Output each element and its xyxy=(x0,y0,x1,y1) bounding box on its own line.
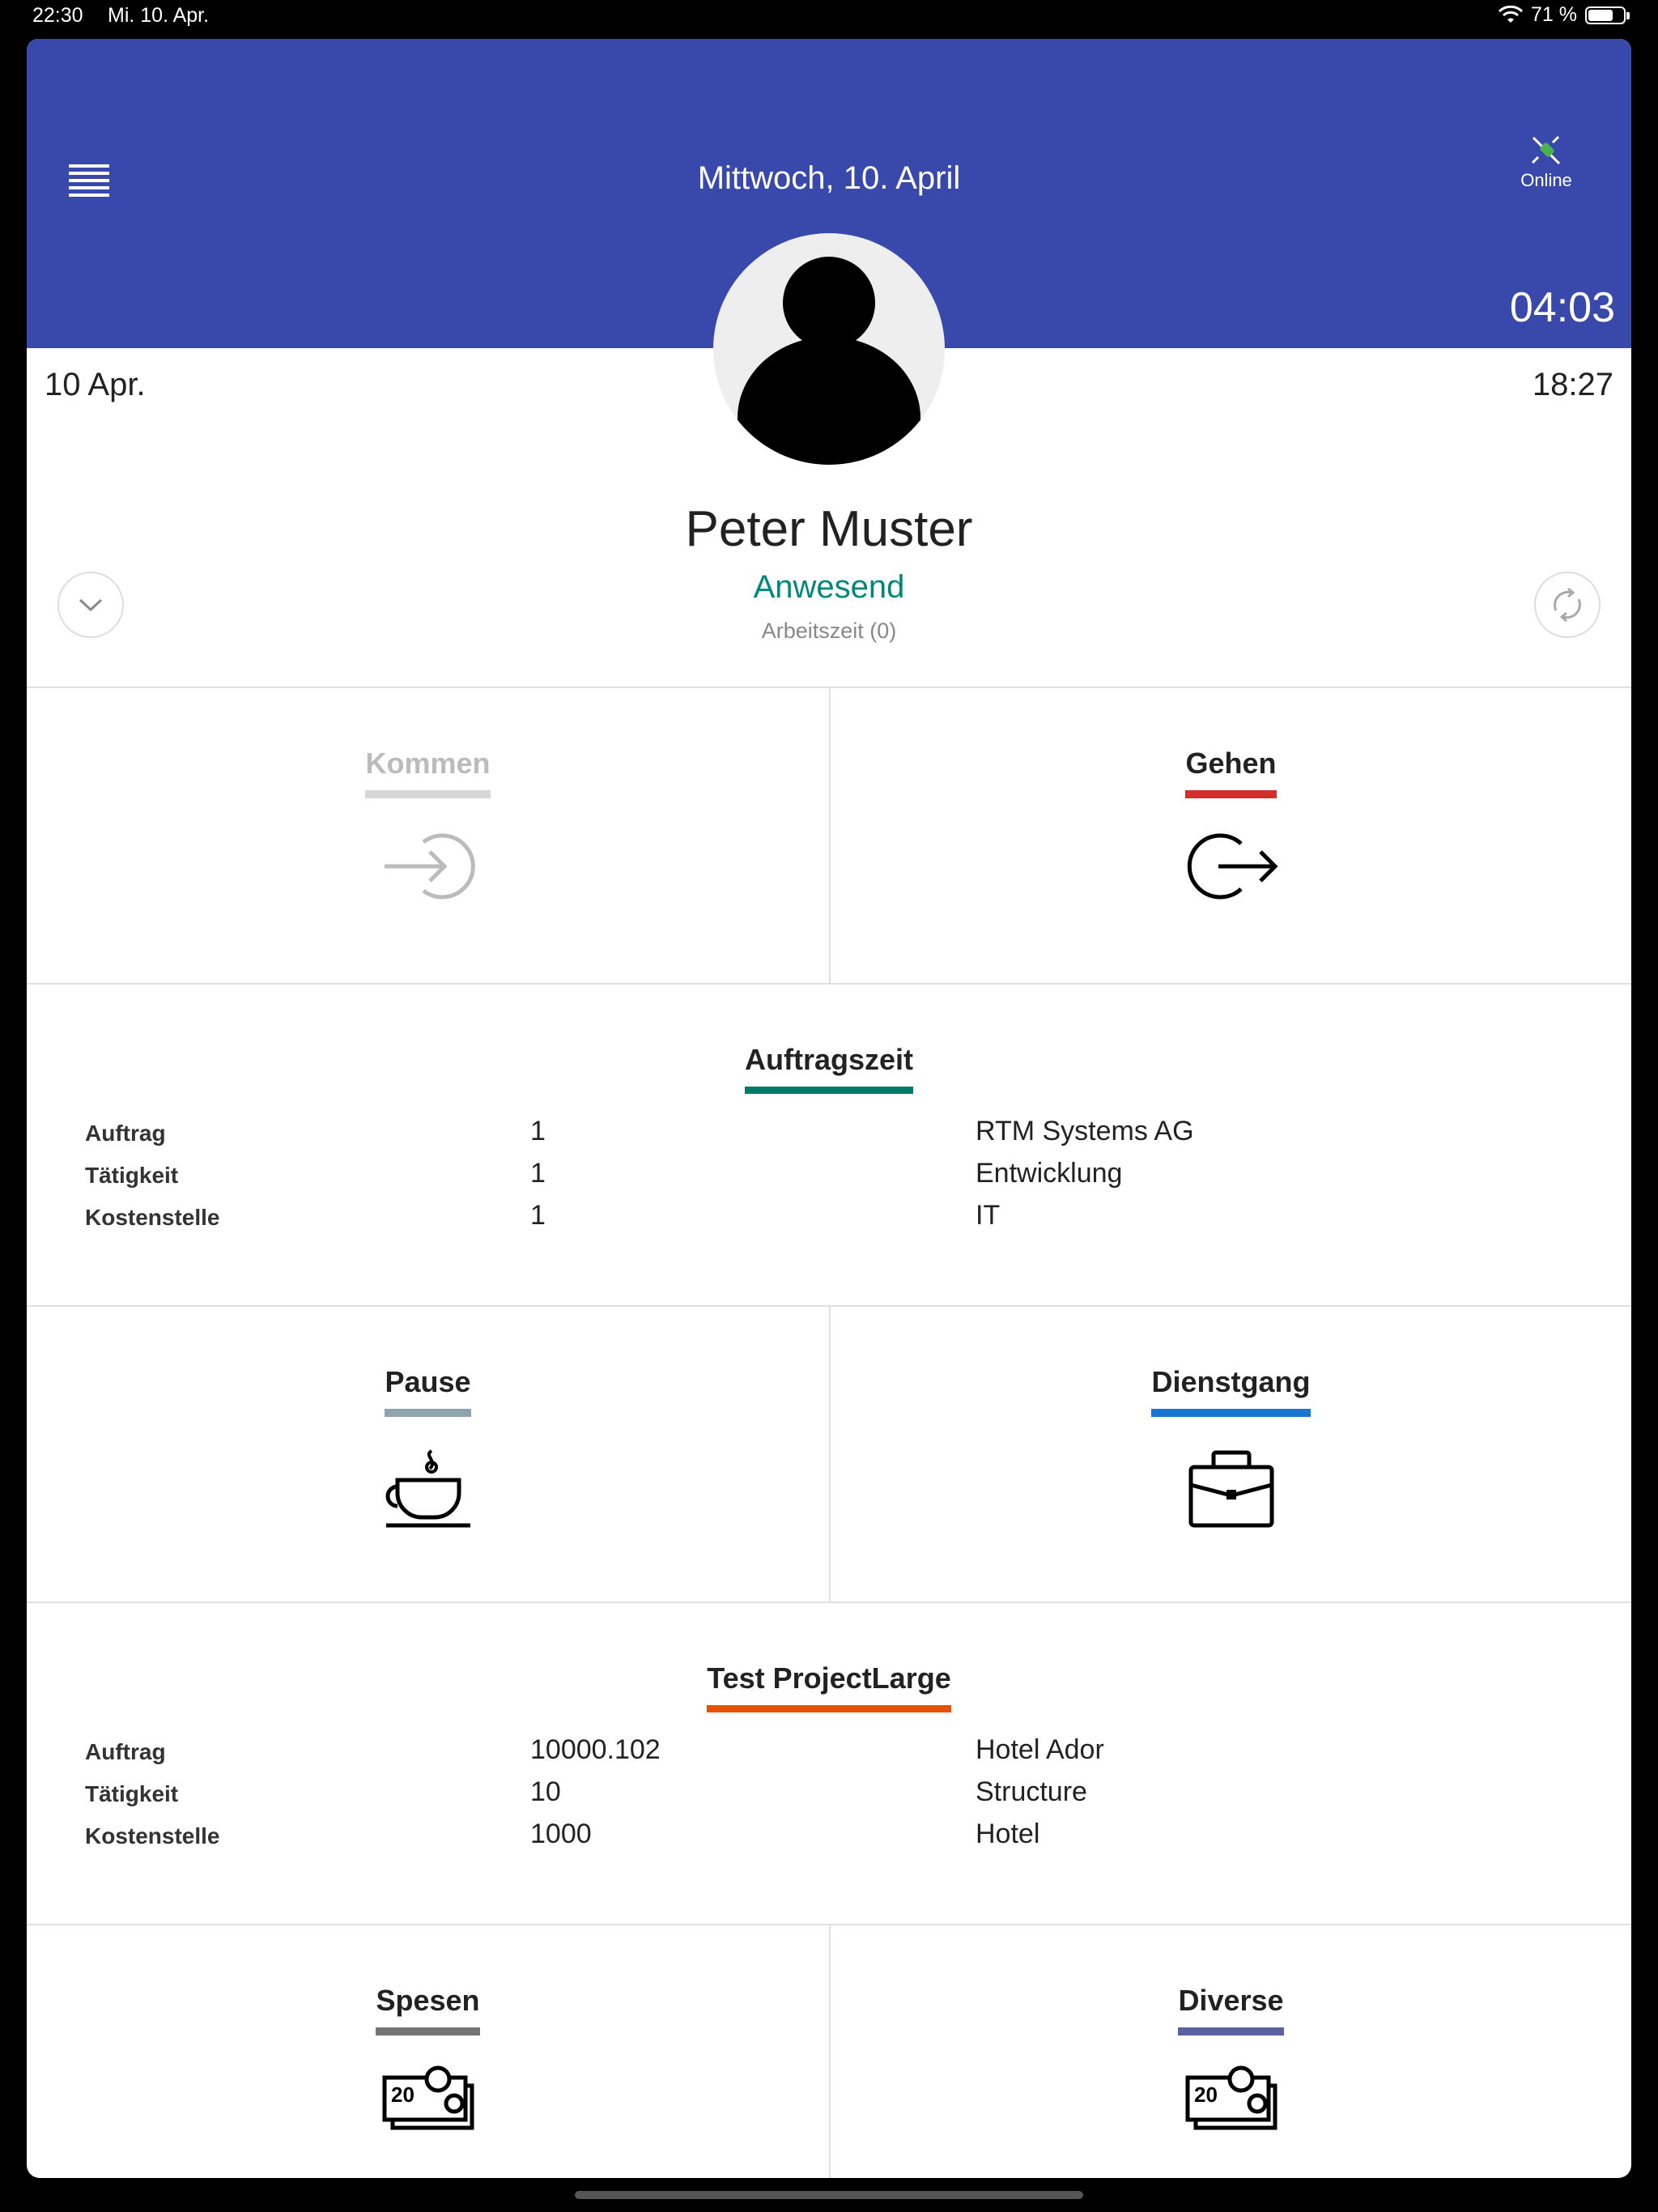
pause-tile[interactable] xyxy=(27,1307,829,1602)
project-kostenstelle-code: 1000 xyxy=(530,1819,592,1849)
project-kostenstelle-row xyxy=(85,1819,1631,1865)
elapsed-clock: 04:03 xyxy=(1509,284,1615,331)
diverse-label xyxy=(831,1984,1631,2035)
project-auftrag-key: Auftrag xyxy=(85,1739,166,1764)
home-indicator[interactable] xyxy=(575,2191,1083,2199)
auftragszeit-details xyxy=(85,1116,1631,1247)
status-date: Mi. 10. Apr. xyxy=(108,4,210,27)
money-icon xyxy=(380,2063,477,2140)
sync-icon xyxy=(1549,586,1586,623)
battery-percent: 71 % xyxy=(1531,3,1577,26)
taetigkeit-row xyxy=(85,1158,1631,1205)
wifi-icon xyxy=(1499,6,1523,25)
header-date: Mittwoch, 10. April xyxy=(697,160,961,196)
auftragszeit-title-text: Auftragszeit xyxy=(745,1043,913,1094)
project-details xyxy=(85,1734,1631,1865)
expand-button[interactable] xyxy=(57,572,124,638)
kommen-tile[interactable] xyxy=(27,688,829,983)
project-kostenstelle-value: Hotel xyxy=(976,1819,1040,1849)
kostenstelle-value: IT xyxy=(976,1200,1001,1231)
gehen-label xyxy=(831,747,1631,798)
money-icon-text: 20 xyxy=(1193,2082,1218,2107)
auftrag-row xyxy=(85,1116,1631,1163)
pause-label-text: Pause xyxy=(385,1365,470,1417)
dienstgang-label-text: Dienstgang xyxy=(1151,1365,1310,1417)
clock-row xyxy=(27,687,1631,983)
battery-fill xyxy=(1588,10,1613,21)
project-taetigkeit-code: 10 xyxy=(530,1776,561,1807)
plug-icon xyxy=(1528,134,1564,167)
kommen-label-text: Kommen xyxy=(365,747,490,798)
online-label: Online xyxy=(1520,170,1572,190)
project-taetigkeit-value: Structure xyxy=(976,1776,1087,1807)
status-time: 22:30 xyxy=(32,4,83,27)
spesen-label xyxy=(27,1984,829,2035)
dienstgang-tile[interactable] xyxy=(829,1307,1631,1602)
app-window xyxy=(27,39,1631,2178)
kostenstelle-row xyxy=(85,1200,1631,1247)
user-name: Peter Muster xyxy=(685,501,973,557)
spesen-label-text: Spesen xyxy=(376,1984,479,2035)
auftrag-key: Auftrag xyxy=(85,1121,166,1146)
presence-status: Anwesend xyxy=(753,569,905,605)
auftragszeit-title xyxy=(27,1043,1631,1094)
online-indicator[interactable] xyxy=(1510,134,1583,191)
money-icon-text: 20 xyxy=(390,2082,414,2107)
money-icon xyxy=(1183,2063,1280,2140)
pause-row xyxy=(27,1305,1631,1602)
project-auftrag-row xyxy=(85,1734,1631,1781)
expenses-row xyxy=(27,1924,1631,2178)
dienstgang-label xyxy=(831,1365,1631,1417)
gehen-tile[interactable] xyxy=(829,688,1631,983)
spesen-tile[interactable] xyxy=(27,1925,829,2178)
project-title xyxy=(27,1661,1631,1712)
project-kostenstelle-key: Kostenstelle xyxy=(85,1823,220,1848)
taetigkeit-code: 1 xyxy=(530,1158,546,1189)
avatar[interactable] xyxy=(713,233,945,465)
coffee-cup-icon xyxy=(380,1444,477,1538)
taetigkeit-value: Entwicklung xyxy=(976,1158,1123,1189)
briefcase-icon xyxy=(1183,1444,1280,1538)
auftrag-code: 1 xyxy=(530,1116,546,1146)
sign-out-icon xyxy=(1183,826,1280,911)
taetigkeit-key: Tätigkeit xyxy=(85,1163,179,1188)
time-label: 18:27 xyxy=(1532,367,1613,402)
status-bar xyxy=(0,0,1658,36)
diverse-tile[interactable] xyxy=(829,1925,1631,2178)
project-auftrag-value: Hotel Ador xyxy=(976,1734,1104,1765)
gehen-label-text: Gehen xyxy=(1185,747,1276,798)
chevron-down-icon xyxy=(77,597,104,613)
project-auftrag-code: 10000.102 xyxy=(530,1734,661,1765)
user-avatar-icon xyxy=(713,233,945,465)
diverse-label-text: Diverse xyxy=(1178,1984,1283,2035)
sign-in-icon xyxy=(380,826,477,911)
sync-button[interactable] xyxy=(1534,572,1601,638)
project-taetigkeit-row xyxy=(85,1776,1631,1823)
project-title-text: Test ProjectLarge xyxy=(707,1661,950,1712)
date-label: 10 Apr. xyxy=(45,367,146,402)
project-taetigkeit-key: Tätigkeit xyxy=(85,1781,179,1806)
pause-label xyxy=(27,1365,829,1417)
battery-icon xyxy=(1585,6,1626,24)
kostenstelle-key: Kostenstelle xyxy=(85,1205,220,1230)
status-right xyxy=(1499,3,1626,27)
auftragszeit-section[interactable] xyxy=(27,983,1631,1305)
project-section[interactable] xyxy=(27,1602,1631,1924)
auftrag-value: RTM Systems AG xyxy=(976,1116,1194,1146)
worktime-label: Arbeitszeit (0) xyxy=(761,619,897,643)
kommen-label xyxy=(27,747,829,798)
kostenstelle-code: 1 xyxy=(530,1200,546,1231)
